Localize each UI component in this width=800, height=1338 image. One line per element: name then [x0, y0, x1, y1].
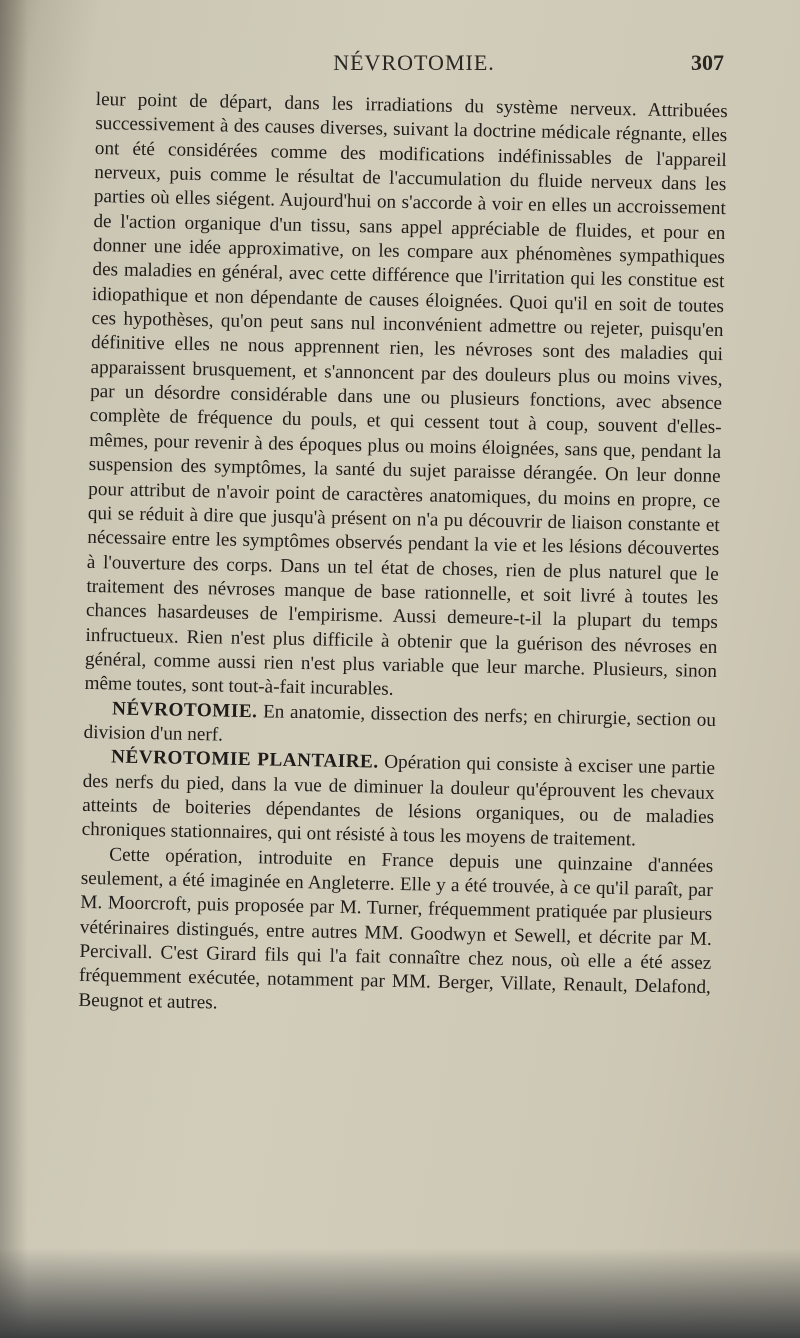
entry-nevrotomie-plantaire — [82, 745, 716, 854]
entry-term-nevrotomie-plantaire: NÉVROTOMIE PLANTAIRE. — [110, 746, 379, 773]
running-title: NÉVROTOMIE. — [333, 50, 495, 75]
entry-definition-nevrotomie-plantaire: Opération qui consiste à exciser une partie des nerfs du pied, dans la vue de diminuer la douleur qu'éprouvent les chevaux atteints de boiteries dépendantes de lésions organiques, ou de maladies chroniques stationnaires, qui ont résisté à tous les moyens de traitement. — [81, 751, 716, 851]
paragraph-neuroses-continued: leur point de départ, dans les irradiations du système nerveux. Attribuées successivement à des causes diverses, suivant la doctrine médicale régnante, elles ont été considérées comme des modifications indéfinissables de l'appareil nerveux, puis comme le résultat de l'accumulation du fluide nerveux dans les parties où elles siégent. Aujourd'hui on s'accorde à voir en elles un accroissement de l'action organique d'un tissu, sans appel appréciable de fluides, et pour en donner une idée approximative, on les compare aux phénomènes sympathiques des maladies en général, avec cette différence que l'irritation qui les constitue est idiopathique et non dépendante de causes éloignées. Quoi qu'il en soit de toutes ces hypothèses, qu'on peut sans nul inconvénient admettre ou rejeter, puisqu'en définitive elles ne nous apprennent rien, les névroses sont des maladies qui apparaissent brusquement, et s'annoncent par des douleurs plus ou moins vives, par un désordre considérable dans une ou plusieurs fonctions, avec absence complète de fréquence du pouls, et qui cessent tout à coup, souvent d'elles-mêmes, pour revenir à des époques plus ou moins éloignées, sans que, pendant la suspension des symptômes, la santé du sujet paraisse dérangée. On leur donne pour attribut de n'avoir point de caractères anatomiques, du moins en propre, ce qui se réduit à dire que jusqu'à présent on n'a pu découvrir de liaison constante et nécessaire entre les symptômes observés pendant la vie et les lésions découvertes à l'ouverture des corps. Dans un tel état de choses, rien de plus naturel que le traitement des névroses manque de base rationnelle, et soit livré à toutes les chances hasardeuses de l'empirisme. Aussi demeure-t-il la plupart du temps infructueux. Rien n'est plus difficile à obtenir que la guérison des névroses en général, comme aussi rien n'est plus variable que leur marche. Plusieurs, sinon même toutes, sont tout-à-fait incurables. — [84, 88, 728, 701]
page-number: 307 — [691, 50, 724, 75]
page-header — [100, 50, 728, 82]
body-text — [78, 88, 728, 1025]
paragraph-operation-history: Cette opération, introduite en France depuis une quinzaine d'années seulement, a été imaginée en Angleterre. Elle y a été trouvée, à ce qu'il paraît, par M. Moorcroft, puis proposée par M. Turner, fréquemment pratiquée par plusieurs vétérinaires distingués, entre autres MM. Goodwyn et Sewell, et décrite par M. Percivall. C'est Girard fils qui l'a fait connaître chez nous, où elle a été assez fréquemment exécutée, notamment par MM. Berger, Villate, Renault, Delafond, Beugnot et autres. — [78, 844, 714, 1014]
entry-term-nevrotomie: NÉVROTOMIE. — [111, 698, 258, 722]
entry-definition-nevrotomie: En anatomie, dissection des nerfs; en chirurgie, section ou division d'un nerf. — [83, 700, 717, 746]
